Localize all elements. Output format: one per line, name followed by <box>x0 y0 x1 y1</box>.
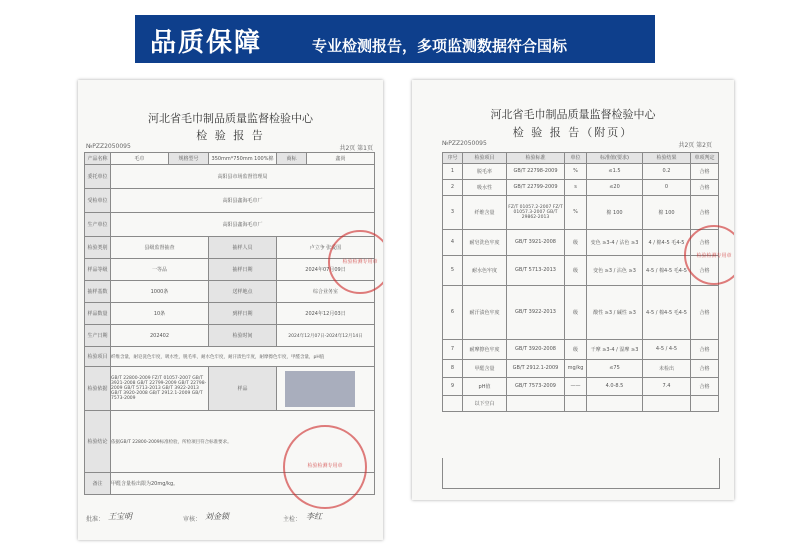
cell-requirement: 变色 ≥3-4 / 沾色 ≥3 <box>587 229 643 255</box>
cell-verdict: 合格 <box>691 339 719 359</box>
row-label: 检验结论 <box>85 411 111 473</box>
cell-verdict: 合格 <box>691 195 719 229</box>
table-row <box>443 163 719 179</box>
cell-item: pH值 <box>463 377 507 395</box>
cell-standard: GB/T 3922-2013 <box>507 285 565 339</box>
right-report-table <box>442 152 719 412</box>
cell-verdict: 合格 <box>691 229 719 255</box>
header-cell: 检验标准 <box>507 153 565 164</box>
left-stamp-top <box>328 230 383 294</box>
table-row <box>85 153 375 165</box>
banner-subtitle: 专业检测报告，多项监测数据符合国标 <box>312 37 568 55</box>
cell-standard: FZ/T 01057.2-2007 FZ/T 01057.3-2007 GB/T 29862-2013 <box>507 195 565 229</box>
cell-unit: 级 <box>565 285 587 339</box>
table-row <box>443 285 719 339</box>
row-value: 县级监督抽查 <box>111 237 209 259</box>
table-row <box>85 303 375 325</box>
table-row <box>443 195 719 229</box>
sample-photo <box>285 371 355 407</box>
cell-no: 9 <box>443 377 463 395</box>
row-value: 一等品 <box>111 259 209 281</box>
cell-standard: GB/T 22799-2009 <box>507 179 565 195</box>
row-value: 卢立争 张爱国 <box>277 237 375 259</box>
cell-result: 4 / 棉4-5 毛4-5 <box>643 229 691 255</box>
cell-unit: mg/kg <box>565 359 587 377</box>
table-row <box>443 359 719 377</box>
right-report-sheet <box>412 80 734 500</box>
row-label: 生产日期 <box>85 325 111 347</box>
banner-title: 品质保障 <box>150 28 263 58</box>
cell-requirement: ≤20 <box>587 179 643 195</box>
cell-requirement: ≤1.5 <box>587 163 643 179</box>
row-value: 综合业务室 <box>277 281 375 303</box>
row-label: 样品等级 <box>85 259 111 281</box>
cell-verdict: 合格 <box>691 163 719 179</box>
header-cell: 检验结果 <box>643 153 691 164</box>
cell-item: 甲醛含量 <box>463 359 507 377</box>
right-report-number: №PZZ2050095 <box>442 140 487 147</box>
cell-requirement: 干摩 ≥3-4 / 湿摩 ≥3 <box>587 339 643 359</box>
cell-requirement: 4.0-8.5 <box>587 377 643 395</box>
cell-no <box>443 395 463 411</box>
row-value: 鑫尚 <box>307 153 375 165</box>
cell-no: 5 <box>443 255 463 285</box>
cell-standard: GB/T 2912.1-2009 <box>507 359 565 377</box>
cell-verdict: 合格 <box>691 255 719 285</box>
cell-item: 纤维含量 <box>463 195 507 229</box>
sign-label-review: 审核： <box>183 516 202 523</box>
cell-requirement: 变色 ≥3 / 沾色 ≥3 <box>587 255 643 285</box>
table-header-row <box>443 153 719 164</box>
cell-unit: 级 <box>565 229 587 255</box>
table-row <box>85 165 375 189</box>
row-value: 2024年07月09日 <box>277 259 375 281</box>
cell-result: 棉 100 <box>643 195 691 229</box>
row-value: 高阳县市场监督管理局 <box>111 165 375 189</box>
cell-unit: % <box>565 195 587 229</box>
table-row <box>443 179 719 195</box>
cell-no: 3 <box>443 195 463 229</box>
cell-requirement: 酸性 ≥3 / 碱性 ≥3 <box>587 285 643 339</box>
cell-result: 未检出 <box>643 359 691 377</box>
row-label: 检验时间 <box>209 325 277 347</box>
left-center-name: 河北省毛巾制品质量监督检验中心 <box>148 112 313 125</box>
cell-verdict: 合格 <box>691 377 719 395</box>
cell-verdict: 合格 <box>691 285 719 339</box>
row-value: 高阳县鑫海毛巾厂 <box>111 189 375 213</box>
table-row <box>85 347 375 367</box>
cell-item: 耐皂洗色牢度 <box>463 229 507 255</box>
cell-unit: 级 <box>565 339 587 359</box>
right-blank-area <box>442 458 720 489</box>
cell-item: 耐摩擦色牢度 <box>463 339 507 359</box>
row-value: 202402 <box>111 325 209 347</box>
row-value: 甲醛含量检出限为20mg/kg。 <box>111 473 375 495</box>
cell-no: 8 <box>443 359 463 377</box>
right-center-name: 河北省毛巾制品质量监督检验中心 <box>490 108 656 121</box>
cell-standard: GB/T 7573-2009 <box>507 377 565 395</box>
row-value: 350mm*750mm 100%棉 <box>209 153 277 165</box>
cell-result: 4-5 / 4-5 <box>643 339 691 359</box>
row-label: 规格型号 <box>169 153 209 165</box>
cell-item: 脱毛率 <box>463 163 507 179</box>
sign-label-approve: 批准： <box>86 516 105 523</box>
table-row <box>443 255 719 285</box>
row-value: 毛巾 <box>111 153 169 165</box>
sign-label-inspect: 主检： <box>283 516 302 523</box>
row-value: GB/T 22800-2009 FZ/T 01057-2007 GB/T 3921-2008 GB/T 22799-2009 GB/T 22798-2009 GB/T 5713-2013 GB/T 3922-2013 GB/T 3920-2008 GB/T 2912.1-2009 GB/T 7573-2009 <box>111 367 209 411</box>
cell-standard: GB/T 3920-2008 <box>507 339 565 359</box>
cell-no: 1 <box>443 163 463 179</box>
cell-result: 4-5 / 棉4-5 毛4-5 <box>643 255 691 285</box>
right-page-number: 共2页 第2页 <box>678 142 712 149</box>
row-value: 2024年12月03日 <box>277 303 375 325</box>
row-label: 到样日期 <box>209 303 277 325</box>
cell-standard: GB/T 22798-2009 <box>507 163 565 179</box>
cell-result: 4-5 / 棉4-5 毛4-5 <box>643 285 691 339</box>
signature-approve: 王宝明 <box>108 512 132 521</box>
row-label: 抽样日期 <box>209 259 277 281</box>
cell-no: 6 <box>443 285 463 339</box>
row-label: 检验依据 <box>85 367 111 411</box>
row-label: 样品 <box>209 367 277 411</box>
table-row <box>443 229 719 255</box>
row-label: 送样地点 <box>209 281 277 303</box>
cell-result <box>643 395 691 411</box>
cell-item: 吸水性 <box>463 179 507 195</box>
cell-item: 耐汗渍色牢度 <box>463 285 507 339</box>
stamp-text: 检验检测专用章 <box>342 259 378 266</box>
row-label: 产品名称 <box>85 153 111 165</box>
row-value: 1000条 <box>111 281 209 303</box>
cell-standard <box>507 395 565 411</box>
row-value: 2024年12月07日-2024年12月14日 <box>277 325 375 347</box>
table-row <box>85 325 375 347</box>
right-report-title: 检 验 报 告（附页） <box>512 126 634 139</box>
cell-verdict: 合格 <box>691 179 719 195</box>
row-label: 样品数量 <box>85 303 111 325</box>
row-value: 纤维含量，耐皂洗色牢度，吸水性，脱毛率，耐水色牢度，耐汗渍色牢度，耐摩擦色牢度，甲醛含量，pH值 <box>111 347 375 367</box>
cell-standard: GB/T 5713-2013 <box>507 255 565 285</box>
row-label: 商标 <box>277 153 307 165</box>
row-label: 抽样人员 <box>209 237 277 259</box>
header-cell: 序号 <box>443 153 463 164</box>
row-label: 生产单位 <box>85 213 111 237</box>
row-label: 检验项目 <box>85 347 111 367</box>
stamp-text: 检验检测专用章 <box>696 252 732 259</box>
cell-no: 4 <box>443 229 463 255</box>
cell-requirement <box>587 395 643 411</box>
row-value: 10条 <box>111 303 209 325</box>
cell-no: 7 <box>443 339 463 359</box>
cell-item: 耐水色牢度 <box>463 255 507 285</box>
left-page-number: 共2页 第1页 <box>339 145 373 152</box>
cell-verdict: 合格 <box>691 359 719 377</box>
row-value: 高阳县鑫海毛巾厂 <box>111 213 375 237</box>
row-label: 检验类别 <box>85 237 111 259</box>
cell-verdict <box>691 395 719 411</box>
row-value: 依据GB/T 22800-2009标准检验，所检项目符合标准要求。 <box>111 411 375 473</box>
cell-result: 7.4 <box>643 377 691 395</box>
cell-unit: s <box>565 179 587 195</box>
left-report-number: №PZZ2050095 <box>86 143 131 150</box>
sample-photo-cell <box>277 367 375 411</box>
header-cell: 单位 <box>565 153 587 164</box>
left-report-title: 检 验 报 告 <box>196 129 265 142</box>
cell-no: 2 <box>443 179 463 195</box>
table-row <box>85 281 375 303</box>
cell-item: 以下空白 <box>463 395 507 411</box>
row-label: 抽样基数 <box>85 281 111 303</box>
left-report-sheet <box>78 80 383 540</box>
table-row <box>85 367 375 411</box>
row-label: 备注 <box>85 473 111 495</box>
signature-review: 刘金锁 <box>205 512 229 521</box>
left-stamp-bottom <box>283 425 367 509</box>
cell-unit: 级 <box>565 255 587 285</box>
header-cell: 检验项目 <box>463 153 507 164</box>
table-row <box>443 339 719 359</box>
table-row <box>443 395 719 411</box>
row-label: 委托单位 <box>85 165 111 189</box>
cell-unit <box>565 395 587 411</box>
table-row <box>85 213 375 237</box>
header-cell: 标准值(要求) <box>587 153 643 164</box>
stamp-text: 检验检测专用章 <box>307 463 343 470</box>
cell-result: 0 <box>643 179 691 195</box>
cell-standard: GB/T 3921-2008 <box>507 229 565 255</box>
table-row <box>85 189 375 213</box>
cell-result: 0.2 <box>643 163 691 179</box>
table-row <box>443 377 719 395</box>
cell-unit: —— <box>565 377 587 395</box>
cell-unit: % <box>565 163 587 179</box>
signature-inspect: 李红 <box>306 512 322 521</box>
header-cell: 单项判定 <box>691 153 719 164</box>
cell-requirement: 棉 100 <box>587 195 643 229</box>
cell-requirement: ≤75 <box>587 359 643 377</box>
row-label: 受检单位 <box>85 189 111 213</box>
